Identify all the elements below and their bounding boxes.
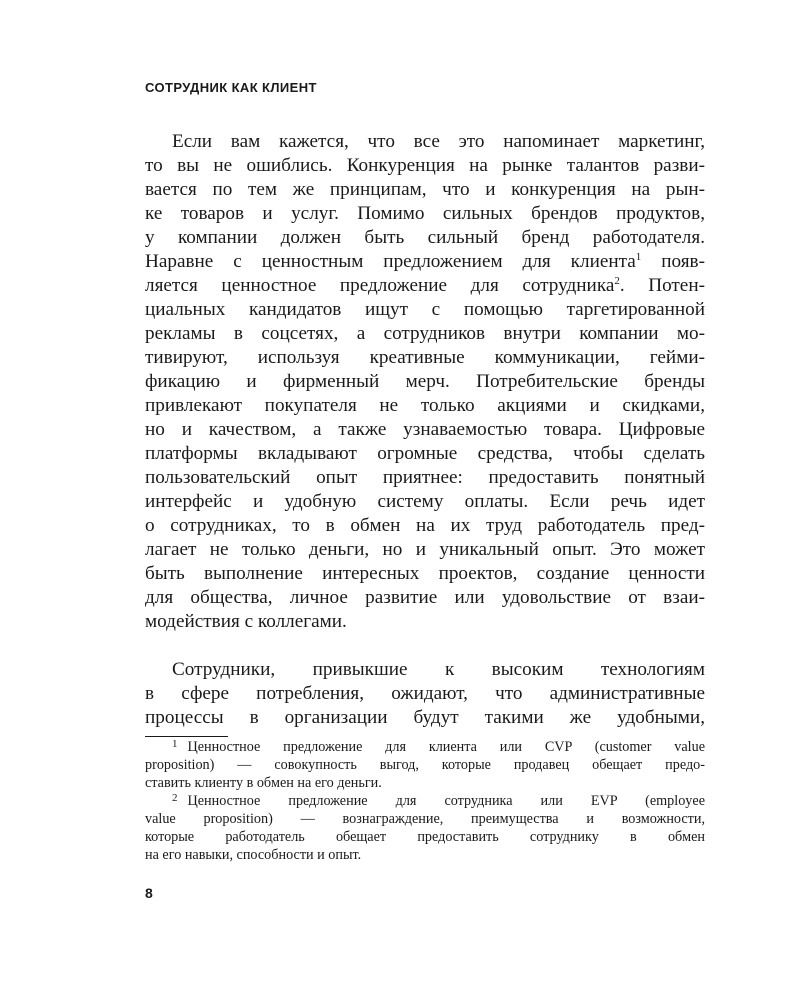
text-line: у компании должен быть сильный бренд работодателя. xyxy=(145,227,705,248)
footnote-line: которые работодатель обещает предоставить сотруднику в обмен xyxy=(145,829,705,845)
paragraph-1 xyxy=(145,130,705,634)
footnote-text: Ценностное предложение для сотрудника или EVP (employee xyxy=(187,793,705,809)
text-line: быть выполнение интересных проектов, создание ценности xyxy=(145,563,705,584)
text-line-with-footnote-1 xyxy=(145,250,705,274)
text-line: рекламы в соцсетях, а сотрудников внутри компании мо- xyxy=(145,323,705,344)
footnotes xyxy=(145,738,705,864)
text-line: Сотрудники, привыкшие к высоким технологиям xyxy=(172,659,705,680)
text-line-with-footnote-2 xyxy=(145,274,705,298)
footnote-line: value proposition) — вознаграждение, преимущества и возможности, xyxy=(145,811,705,827)
text-line: процессы в организации будут такими же удобными, xyxy=(145,707,705,728)
footnote-line: ставить клиенту в обмен на его деньги. xyxy=(145,775,382,791)
text-line: для общества, личное развитие или удовольствие от взаи- xyxy=(145,587,705,608)
text-fragment: Наравне с ценностным предложением для клиента xyxy=(145,251,636,272)
text-line: фикацию и фирменный мерч. Потребительские бренды xyxy=(145,371,705,392)
footnote-line xyxy=(145,738,705,756)
footnote-marker: 1 xyxy=(172,738,178,750)
page-number: 8 xyxy=(145,885,153,901)
footnote-1 xyxy=(145,738,705,792)
text-line: привлекают покупателя не только акциями и скидками, xyxy=(145,395,705,416)
footnote-marker: 2 xyxy=(172,792,178,804)
text-line: но и качеством, а также узнаваемостью товара. Цифровые xyxy=(145,419,705,440)
text-line: циальных кандидатов ищут с помощью таргетированной xyxy=(145,299,705,320)
text-fragment: появ- xyxy=(641,251,705,272)
footnote-2 xyxy=(145,792,705,864)
footnote-reference-2[interactable]: 2 xyxy=(614,275,620,287)
text-line: Если вам кажется, что все это напоминает маркетинг, xyxy=(172,131,705,152)
text-line: ке товаров и услуг. Помимо сильных брендов продуктов, xyxy=(145,203,705,224)
text-line: лагает не только деньги, но и уникальный опыт. Это может xyxy=(145,539,705,560)
footnote-line xyxy=(145,792,705,810)
text-line: интерфейс и удобную систему оплаты. Если речь идет xyxy=(145,491,705,512)
text-line: вается по тем же принципам, что и конкуренция на рын- xyxy=(145,179,705,200)
text-line: модействия с коллегами. xyxy=(145,611,347,632)
text-line: платформы вкладывают огромные средства, чтобы сделать xyxy=(145,443,705,464)
footnote-line: на его навыки, способности и опыт. xyxy=(145,847,362,863)
text-line: в сфере потребления, ожидают, что административные xyxy=(145,683,705,704)
text-line: то вы не ошиблись. Конкуренция на рынке талантов разви- xyxy=(145,155,705,176)
paragraph-2 xyxy=(145,658,705,730)
text-line: пользовательский опыт приятнее: предоставить понятный xyxy=(145,467,705,488)
text-line: о сотрудниках, то в обмен на их труд работодатель пред- xyxy=(145,515,705,536)
footnote-divider xyxy=(145,736,228,737)
text-fragment: ляется ценностное предложение для сотрудника xyxy=(145,275,615,296)
footnote-reference-1[interactable]: 1 xyxy=(635,251,642,263)
footnote-text: Ценностное предложение для клиента или CVP (customer value xyxy=(187,739,705,755)
running-head: СОТРУДНИК КАК КЛИЕНТ xyxy=(145,80,317,95)
footnote-line: proposition) — совокупность выгод, которые продавец обещает предо- xyxy=(145,757,705,773)
text-fragment: . Потен- xyxy=(619,275,705,296)
text-line: тивируют, используя креативные коммуникации, гейми- xyxy=(145,347,705,368)
